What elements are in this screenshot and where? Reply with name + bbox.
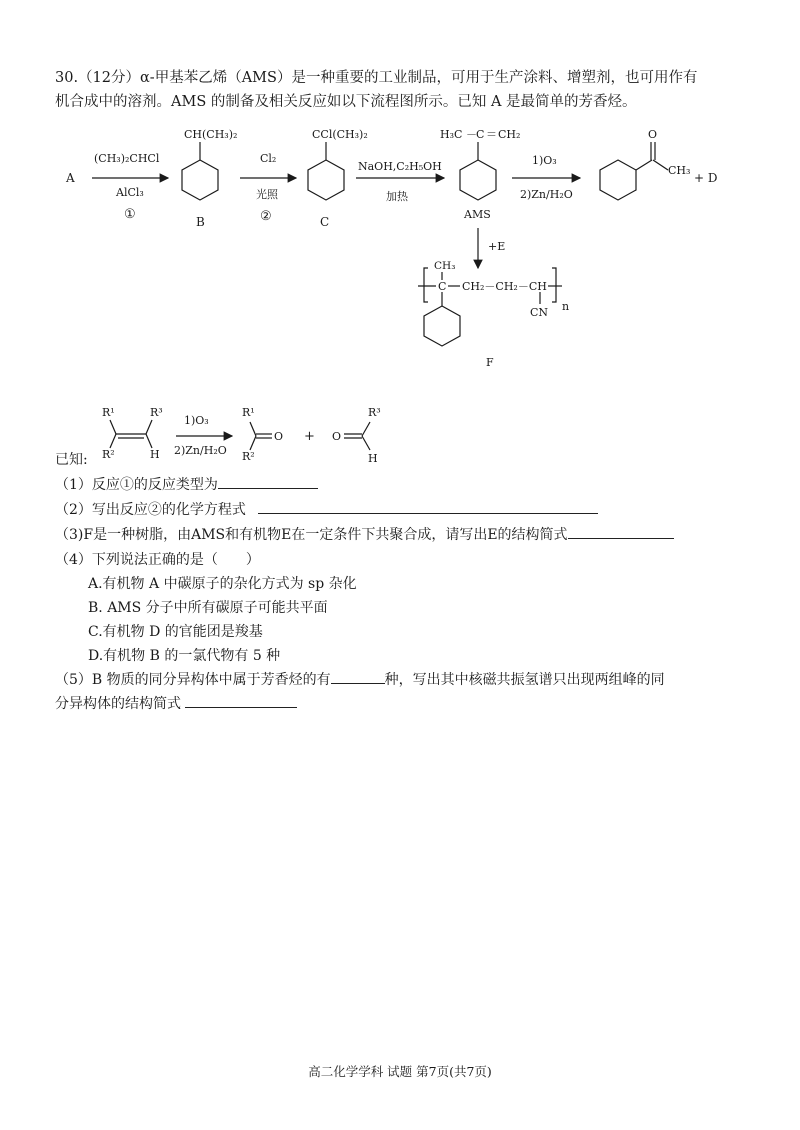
reagent-5: +E: [488, 240, 506, 253]
option-c: C.有机物 D 的官能团是羧基: [88, 624, 263, 640]
alkene-r2: R²: [102, 448, 115, 461]
known-label: 已知:: [55, 452, 88, 468]
answer-blank-2[interactable]: [258, 499, 598, 514]
ams-substituent-left: H₃C: [440, 128, 463, 141]
compound-a-label: A: [66, 171, 75, 185]
ketone-product-structure: [250, 422, 272, 450]
alkene-r1: R¹: [102, 406, 115, 419]
intro-line-2: 机合成中的溶剂。AMS 的制备及相关反应如以下流程图所示。已知 A 是最简单的芳香烃。: [55, 94, 637, 110]
option-b: B. AMS 分子中所有碳原子可能共平面: [88, 600, 328, 616]
step-1-marker: ①: [124, 207, 136, 222]
ketone-methyl: CH₃: [668, 164, 691, 177]
acetophenone-structure: [600, 142, 668, 200]
answer-blank-5b[interactable]: [185, 693, 297, 708]
ams-substituent-c: C: [476, 128, 485, 141]
plus-d: + D: [694, 171, 718, 185]
polymer-methyl: CH₃: [434, 260, 456, 272]
question-3-text: （3)F是一种树脂，由AMS和有机物E在一定条件下共聚合成，请写出E的结构简式: [55, 527, 568, 543]
question-2: [55, 499, 598, 519]
question-2-text: （2）写出反应②的化学方程式: [55, 502, 246, 518]
polymer-subscript-n: n: [562, 300, 570, 313]
question-5-text-c: 分异构体的结构简式: [55, 696, 181, 712]
compound-b-structure: [182, 142, 218, 200]
question-5-text-a: （5）B 物质的同分异构体中属于芳香烃的有: [55, 672, 331, 688]
page-footer: 高二化学学科 试题 第7页(共7页): [308, 1064, 492, 1079]
option-a: A.有机物 A 中碳原子的杂化方式为 sp 杂化: [88, 576, 357, 592]
reagent-2-bottom: 光照: [256, 188, 278, 201]
polymer-quaternary-c: C: [438, 280, 447, 293]
polymer-f-label: F: [486, 356, 494, 369]
known-plus: +: [304, 429, 315, 444]
polymer-chain: CH₂－CH₂－CH: [462, 280, 547, 293]
ams-label: AMS: [464, 208, 491, 221]
answer-blank-1[interactable]: [218, 474, 318, 489]
known-reagent-bottom: 2)Zn/H₂O: [174, 444, 227, 457]
question-4: （4）下列说法正确的是（ ）: [55, 552, 260, 568]
question-intro: [55, 66, 755, 114]
known-reagent-top: 1)O₃: [184, 414, 209, 427]
compound-c-substituent: CCl(CH₃)₂: [312, 128, 368, 141]
compound-c-label: C: [320, 215, 330, 229]
ams-structure: [460, 142, 496, 200]
question-1: [55, 474, 318, 494]
alkene-r3: R³: [150, 406, 163, 419]
alkene-structure: [110, 420, 152, 448]
question-1-text: （1）反应①的反应类型为: [55, 477, 218, 493]
known-reaction: [0, 398, 800, 468]
question-5: [55, 669, 665, 689]
reagent-1-bottom: AlCl₃: [116, 186, 144, 199]
reagent-1-top: (CH₃)₂CHCl: [94, 152, 160, 165]
alkene-h: H: [150, 448, 160, 461]
ams-bond-2: ＝: [486, 128, 497, 141]
polymer-cn: CN: [530, 306, 549, 319]
reaction-scheme: [0, 120, 800, 380]
product-r2: R²: [242, 450, 255, 463]
question-3: [55, 524, 674, 544]
aldehyde-o: O: [332, 430, 342, 443]
compound-b-label: B: [196, 215, 205, 229]
compound-c-structure: [308, 142, 344, 200]
aldehyde-product-structure: [344, 422, 370, 450]
answer-blank-5a[interactable]: [331, 669, 385, 684]
product-r1: R¹: [242, 406, 255, 419]
step-2-marker: ②: [260, 209, 272, 224]
ams-bond-1: －: [466, 128, 477, 141]
question-5-text-b: 种，写出其中核磁共振氢谱只出现两组峰的同: [384, 672, 665, 688]
reagent-4-bottom: 2)Zn/H₂O: [520, 188, 573, 201]
ketone-oxygen: O: [648, 128, 658, 141]
aldehyde-h: H: [368, 452, 378, 465]
product-ketone-o: O: [274, 430, 284, 443]
reagent-2-top: Cl₂: [260, 152, 277, 165]
ams-substituent-right: CH₂: [498, 128, 521, 141]
compound-b-substituent: CH(CH₃)₂: [184, 128, 238, 141]
reagent-3-bottom: 加热: [386, 190, 408, 203]
option-d: D.有机物 B 的一氯代物有 5 种: [88, 648, 281, 664]
reagent-4-top: 1)O₃: [532, 154, 557, 167]
answer-blank-3[interactable]: [568, 524, 674, 539]
aldehyde-r3: R³: [368, 406, 381, 419]
reagent-3-top: NaOH,C₂H₅OH: [358, 160, 442, 173]
intro-line-1: 30.（12分）α-甲基苯乙烯（AMS）是一种重要的工业制品，可用于生产涂料、增塑剂，也可用作有: [55, 70, 698, 86]
question-5-continued: [55, 693, 297, 713]
